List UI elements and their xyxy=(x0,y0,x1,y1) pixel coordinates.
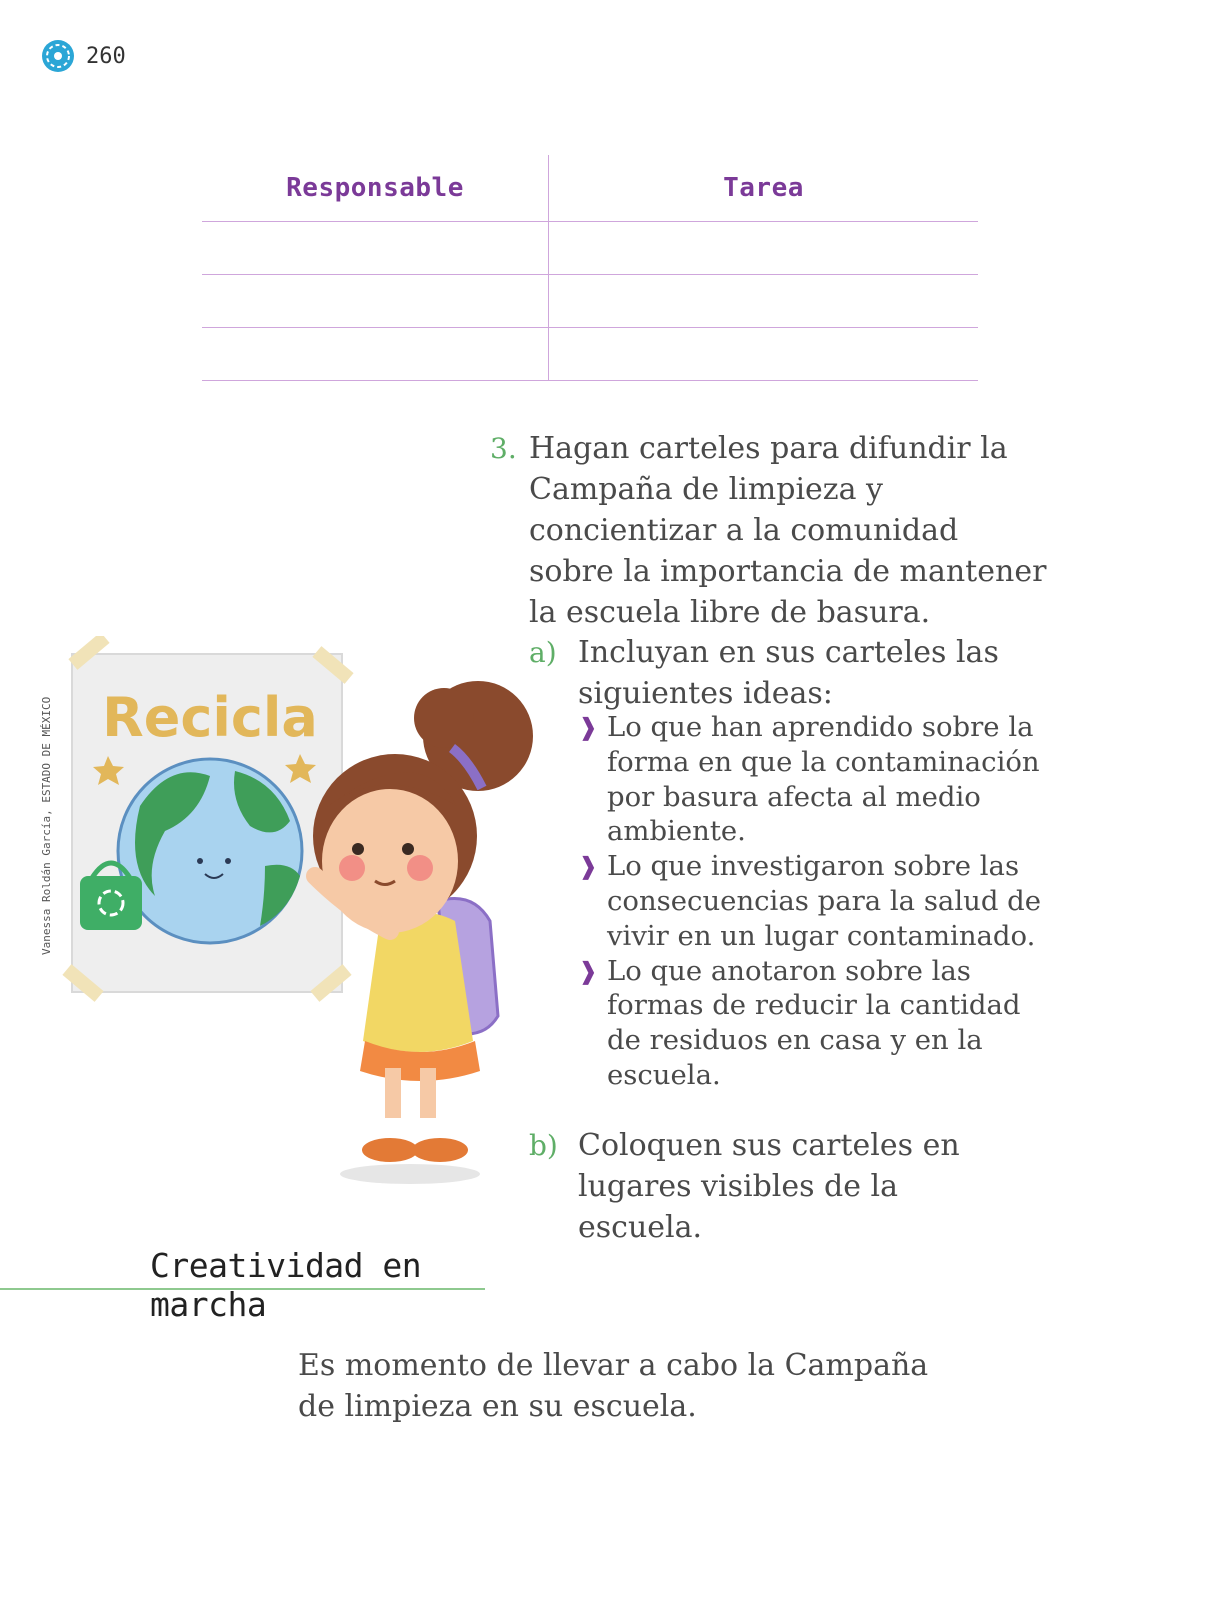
sub-item-a-text: Incluyan en sus carteles las siguientes ideas: xyxy=(578,635,999,711)
sub-item-a xyxy=(529,632,1009,714)
section-text: Es momento de llevar a cabo la Campaña de limpieza en su escuela. xyxy=(298,1348,929,1424)
section-creatividad-en-marcha xyxy=(0,1242,485,1324)
page-number xyxy=(40,38,126,74)
list-item: ❱ Lo que anotaron sobre las formas de reducir la cantidad de residuos en casa y en la escuela. xyxy=(578,954,1021,1091)
sub-item-b-label: b) xyxy=(529,1129,558,1162)
list-item: ❱ Lo que han aprendido sobre la forma en que la contaminación por basura afecta al medio ambiente. xyxy=(578,711,1040,848)
activity-text: Hagan carteles para difundir la Campaña de limpieza y concientizar a la comunidad sobre la importancia de mantener la escuela libre de basura. xyxy=(529,431,1047,630)
table-row[interactable] xyxy=(202,328,978,381)
idea-list xyxy=(578,710,1058,1093)
chevron-right-icon: ❱ xyxy=(578,852,599,881)
sub-item-b-text: Coloquen sus carteles en lugares visibles de la escuela. xyxy=(578,1128,960,1245)
flower-emblem-icon xyxy=(40,38,76,74)
list-item: ❱ Lo que investigaron sobre las consecuencias para la salud de vivir en un lugar contaminado. xyxy=(578,850,1042,952)
section-title: Creatividad en marcha xyxy=(150,1246,422,1324)
header-responsable: Responsable xyxy=(286,173,464,203)
activity-number: 3. xyxy=(490,432,517,465)
table-row[interactable] xyxy=(202,275,978,328)
chevron-right-icon: ❱ xyxy=(578,713,599,741)
activity-item-3 xyxy=(490,428,1050,633)
table-header xyxy=(202,155,978,222)
responsibility-table xyxy=(202,155,978,381)
poster-word: Recicla xyxy=(102,686,318,749)
sub-item-b xyxy=(529,1125,1029,1248)
table-row[interactable] xyxy=(202,222,978,275)
illustration-credit: Vanessa Roldán García, ESTADO DE MÉXICO xyxy=(40,696,53,955)
girl-with-recycle-poster-illustration xyxy=(60,636,550,1201)
sub-item-a-label: a) xyxy=(529,636,557,669)
chevron-right-icon: ❱ xyxy=(578,956,599,985)
page-number-text: 260 xyxy=(86,43,126,69)
header-tarea: Tarea xyxy=(723,173,804,203)
